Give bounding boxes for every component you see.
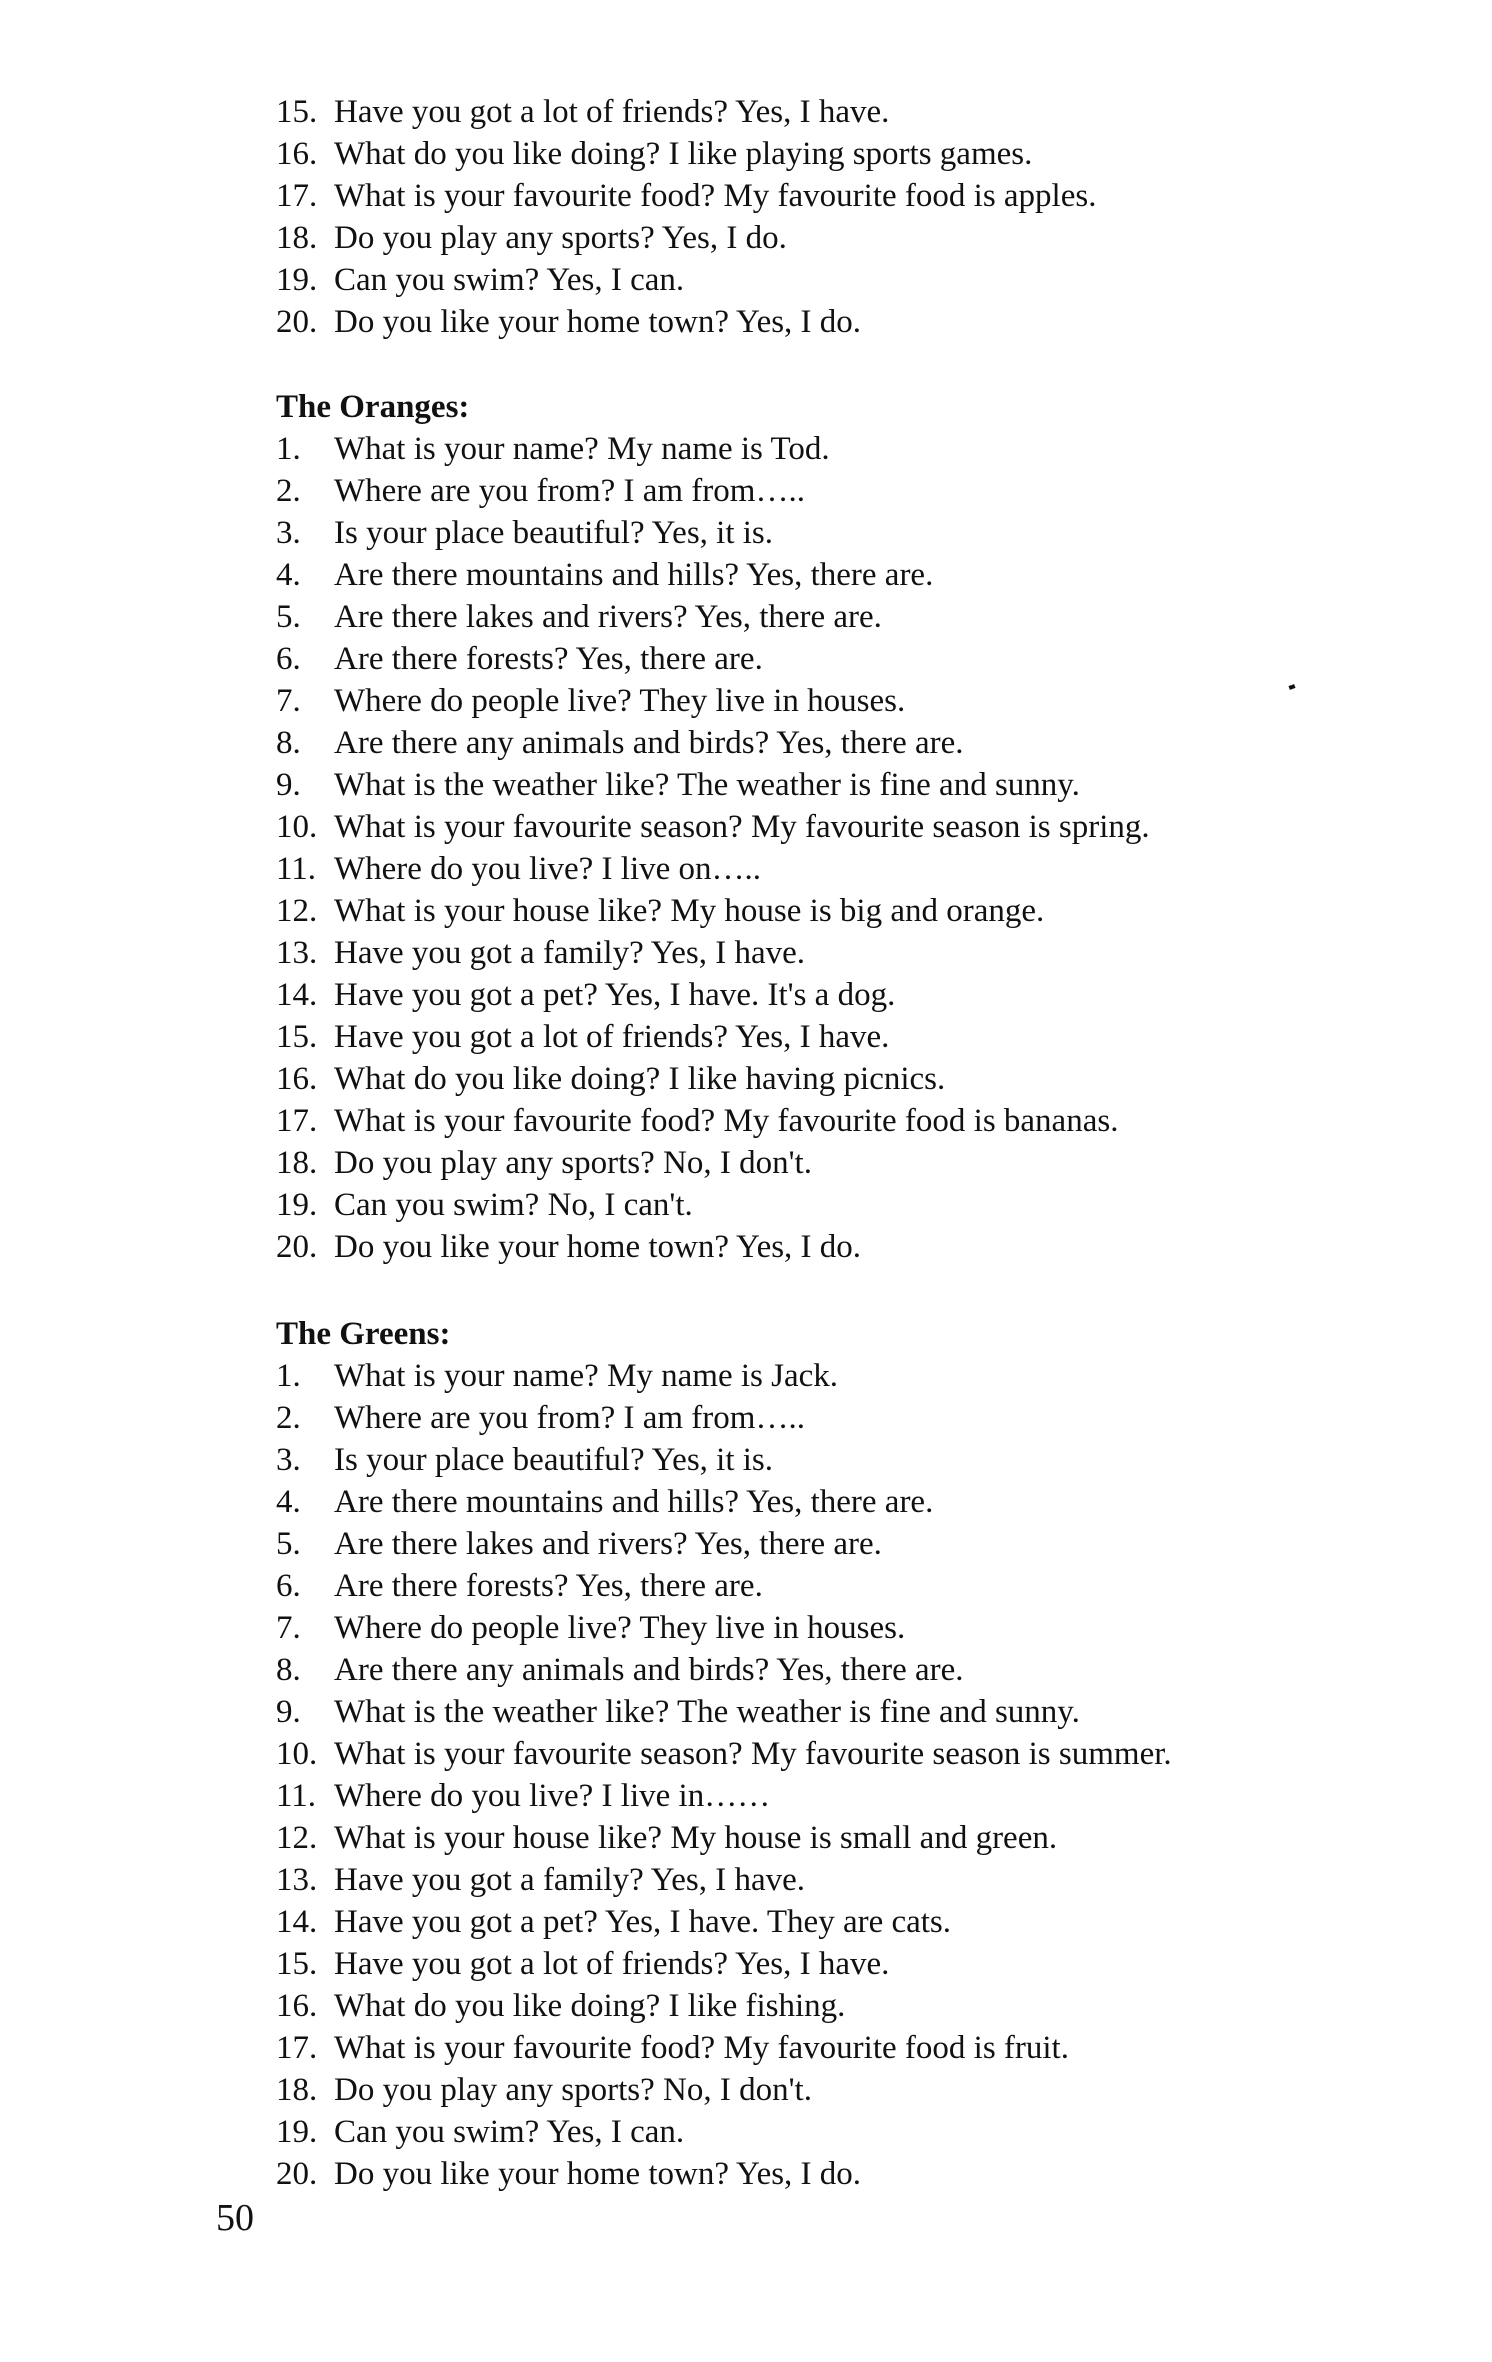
item-text: Are there lakes and rivers? Yes, there are. (334, 1526, 882, 1562)
list-item (276, 512, 1356, 554)
page-number: 50 (216, 2197, 254, 2239)
item-number: 7. (276, 1610, 301, 1646)
list-item (276, 722, 1356, 764)
list-item (276, 638, 1356, 680)
item-text: What is the weather like? The weather is fine and sunny. (334, 767, 1080, 803)
item-text: Do you like your home town? Yes, I do. (334, 1229, 862, 1265)
list-item (276, 1649, 1356, 1691)
item-text: Are there forests? Yes, there are. (334, 641, 763, 677)
item-text: Do you play any sports? No, I don't. (334, 2072, 812, 2108)
item-number: 5. (276, 599, 301, 635)
item-text: What is the weather like? The weather is fine and sunny. (334, 1694, 1080, 1730)
list-item (276, 1859, 1356, 1901)
item-number: 4. (276, 1484, 301, 1520)
list-item (276, 259, 1356, 301)
list-item (276, 1397, 1356, 1439)
list-item (276, 1355, 1356, 1397)
item-text: Are there any animals and birds? Yes, there are. (334, 1652, 964, 1688)
list-item (276, 1565, 1356, 1607)
item-text: Do you play any sports? Yes, I do. (334, 220, 787, 256)
item-number: 18. (276, 220, 318, 256)
list-item (276, 1142, 1356, 1184)
item-text: Have you got a family? Yes, I have. (334, 1862, 806, 1898)
item-number: 3. (276, 515, 301, 551)
list-item (276, 175, 1356, 217)
item-text: What is your name? My name is Tod. (334, 431, 830, 467)
item-number: 18. (276, 1145, 318, 1181)
item-text: What do you like doing? I like fishing. (334, 1988, 846, 2024)
item-text: What do you like doing? I like having picnics. (334, 1061, 946, 1097)
item-number: 8. (276, 1652, 301, 1688)
item-text: What is your favourite food? My favourite food is apples. (334, 178, 1097, 214)
list-item (276, 2027, 1356, 2069)
item-text: Are there forests? Yes, there are. (334, 1568, 763, 1604)
item-number: 20. (276, 304, 318, 340)
item-number: 9. (276, 1694, 301, 1730)
item-number: 1. (276, 1358, 301, 1394)
item-text: Do you like your home town? Yes, I do. (334, 304, 862, 340)
item-number: 2. (276, 473, 301, 509)
item-number: 12. (276, 893, 318, 929)
item-number: 16. (276, 1061, 318, 1097)
list-item (276, 764, 1356, 806)
item-number: 10. (276, 809, 318, 845)
item-number: 20. (276, 2156, 318, 2192)
list-item (276, 2153, 1356, 2195)
item-text: What is your house like? My house is big and orange. (334, 893, 1045, 929)
item-number: 3. (276, 1442, 301, 1478)
list-item (276, 1523, 1356, 1565)
list-item (276, 2111, 1356, 2153)
item-text: What do you like doing? I like playing sports games. (334, 136, 1033, 172)
item-text: Where do people live? They live in houses. (334, 683, 906, 719)
list-item (276, 133, 1356, 175)
list-item (276, 428, 1356, 470)
item-text: Where are you from? I am from….. (334, 473, 805, 509)
item-text: Are there any animals and birds? Yes, there are. (334, 725, 964, 761)
item-number: 4. (276, 557, 301, 593)
item-number: 18. (276, 2072, 318, 2108)
item-number: 15. (276, 94, 318, 130)
list-item (276, 974, 1356, 1016)
item-text: Where do you live? I live in…… (334, 1778, 771, 1814)
list-item (276, 680, 1356, 722)
item-number: 12. (276, 1820, 318, 1856)
item-text: Have you got a pet? Yes, I have. They are cats. (334, 1904, 952, 1940)
list-item (276, 890, 1356, 932)
item-text: What is your house like? My house is small and green. (334, 1820, 1058, 1856)
item-text: Have you got a lot of friends? Yes, I have. (334, 1019, 890, 1055)
item-number: 17. (276, 178, 318, 214)
item-number: 5. (276, 1526, 301, 1562)
list-item (276, 1607, 1356, 1649)
item-number: 8. (276, 725, 301, 761)
list-item (276, 806, 1356, 848)
item-text: What is your favourite food? My favourite food is fruit. (334, 2030, 1069, 2066)
item-text: What is your favourite season? My favourite season is summer. (334, 1736, 1172, 1772)
list-item (276, 1817, 1356, 1859)
list-item (276, 217, 1356, 259)
item-number: 19. (276, 2114, 318, 2150)
list-item (276, 1100, 1356, 1142)
greens-section (276, 1313, 1356, 2195)
item-text: Do you play any sports? No, I don't. (334, 1145, 812, 1181)
item-number: 1. (276, 431, 301, 467)
item-text: Have you got a lot of friends? Yes, I have. (334, 94, 890, 130)
list-item (276, 554, 1356, 596)
item-text: Is your place beautiful? Yes, it is. (334, 515, 774, 551)
item-text: Where do people live? They live in houses. (334, 1610, 906, 1646)
item-text: Is your place beautiful? Yes, it is. (334, 1442, 774, 1478)
list-item (276, 1775, 1356, 1817)
item-text: Are there lakes and rivers? Yes, there are. (334, 599, 882, 635)
item-text: Have you got a family? Yes, I have. (334, 935, 806, 971)
list-item (276, 470, 1356, 512)
item-text: Are there mountains and hills? Yes, there are. (334, 1484, 934, 1520)
list-item (276, 1481, 1356, 1523)
item-number: 13. (276, 1862, 318, 1898)
oranges-section (276, 386, 1356, 1268)
item-number: 6. (276, 641, 301, 677)
list-item (276, 1439, 1356, 1481)
item-number: 14. (276, 1904, 318, 1940)
list-item (276, 1901, 1356, 1943)
list-item (276, 1184, 1356, 1226)
item-number: 14. (276, 977, 318, 1013)
list-item (276, 1985, 1356, 2027)
item-text: Can you swim? No, I can't. (334, 1187, 693, 1223)
item-number: 9. (276, 767, 301, 803)
item-text: Where are you from? I am from….. (334, 1400, 805, 1436)
item-text: Do you like your home town? Yes, I do. (334, 2156, 862, 2192)
item-number: 7. (276, 683, 301, 719)
list-item (276, 1943, 1356, 1985)
item-number: 19. (276, 262, 318, 298)
list-item (276, 932, 1356, 974)
list-item (276, 301, 1356, 343)
section-heading-greens: The Greens: (276, 1316, 451, 1352)
item-number: 20. (276, 1229, 318, 1265)
item-text: Can you swim? Yes, I can. (334, 262, 685, 298)
item-text: Are there mountains and hills? Yes, there are. (334, 557, 934, 593)
item-text: Have you got a pet? Yes, I have. It's a dog. (334, 977, 896, 1013)
item-number: 17. (276, 1103, 318, 1139)
item-number: 11. (276, 851, 317, 887)
list-item (276, 2069, 1356, 2111)
list-item (276, 1691, 1356, 1733)
list-item (276, 1733, 1356, 1775)
list-item (276, 1226, 1356, 1268)
item-text: What is your name? My name is Jack. (334, 1358, 839, 1394)
item-number: 16. (276, 136, 318, 172)
item-text: Where do you live? I live on….. (334, 851, 762, 887)
item-number: 6. (276, 1568, 301, 1604)
item-text: What is your favourite food? My favourite food is bananas. (334, 1103, 1119, 1139)
item-number: 16. (276, 1988, 318, 2024)
item-number: 11. (276, 1778, 317, 1814)
list-item (276, 596, 1356, 638)
section-heading-oranges: The Oranges: (276, 389, 470, 425)
item-number: 2. (276, 1400, 301, 1436)
list-item (276, 848, 1356, 890)
item-number: 10. (276, 1736, 318, 1772)
item-text: Have you got a lot of friends? Yes, I have. (334, 1946, 890, 1982)
item-number: 15. (276, 1946, 318, 1982)
item-number: 19. (276, 1187, 318, 1223)
item-text: What is your favourite season? My favourite season is spring. (334, 809, 1150, 845)
list-item (276, 1016, 1356, 1058)
list-item (276, 1058, 1356, 1100)
item-number: 13. (276, 935, 318, 971)
item-text: Can you swim? Yes, I can. (334, 2114, 685, 2150)
item-number: 17. (276, 2030, 318, 2066)
list-item (276, 91, 1356, 133)
continued-question-list (276, 91, 1356, 343)
item-number: 15. (276, 1019, 318, 1055)
